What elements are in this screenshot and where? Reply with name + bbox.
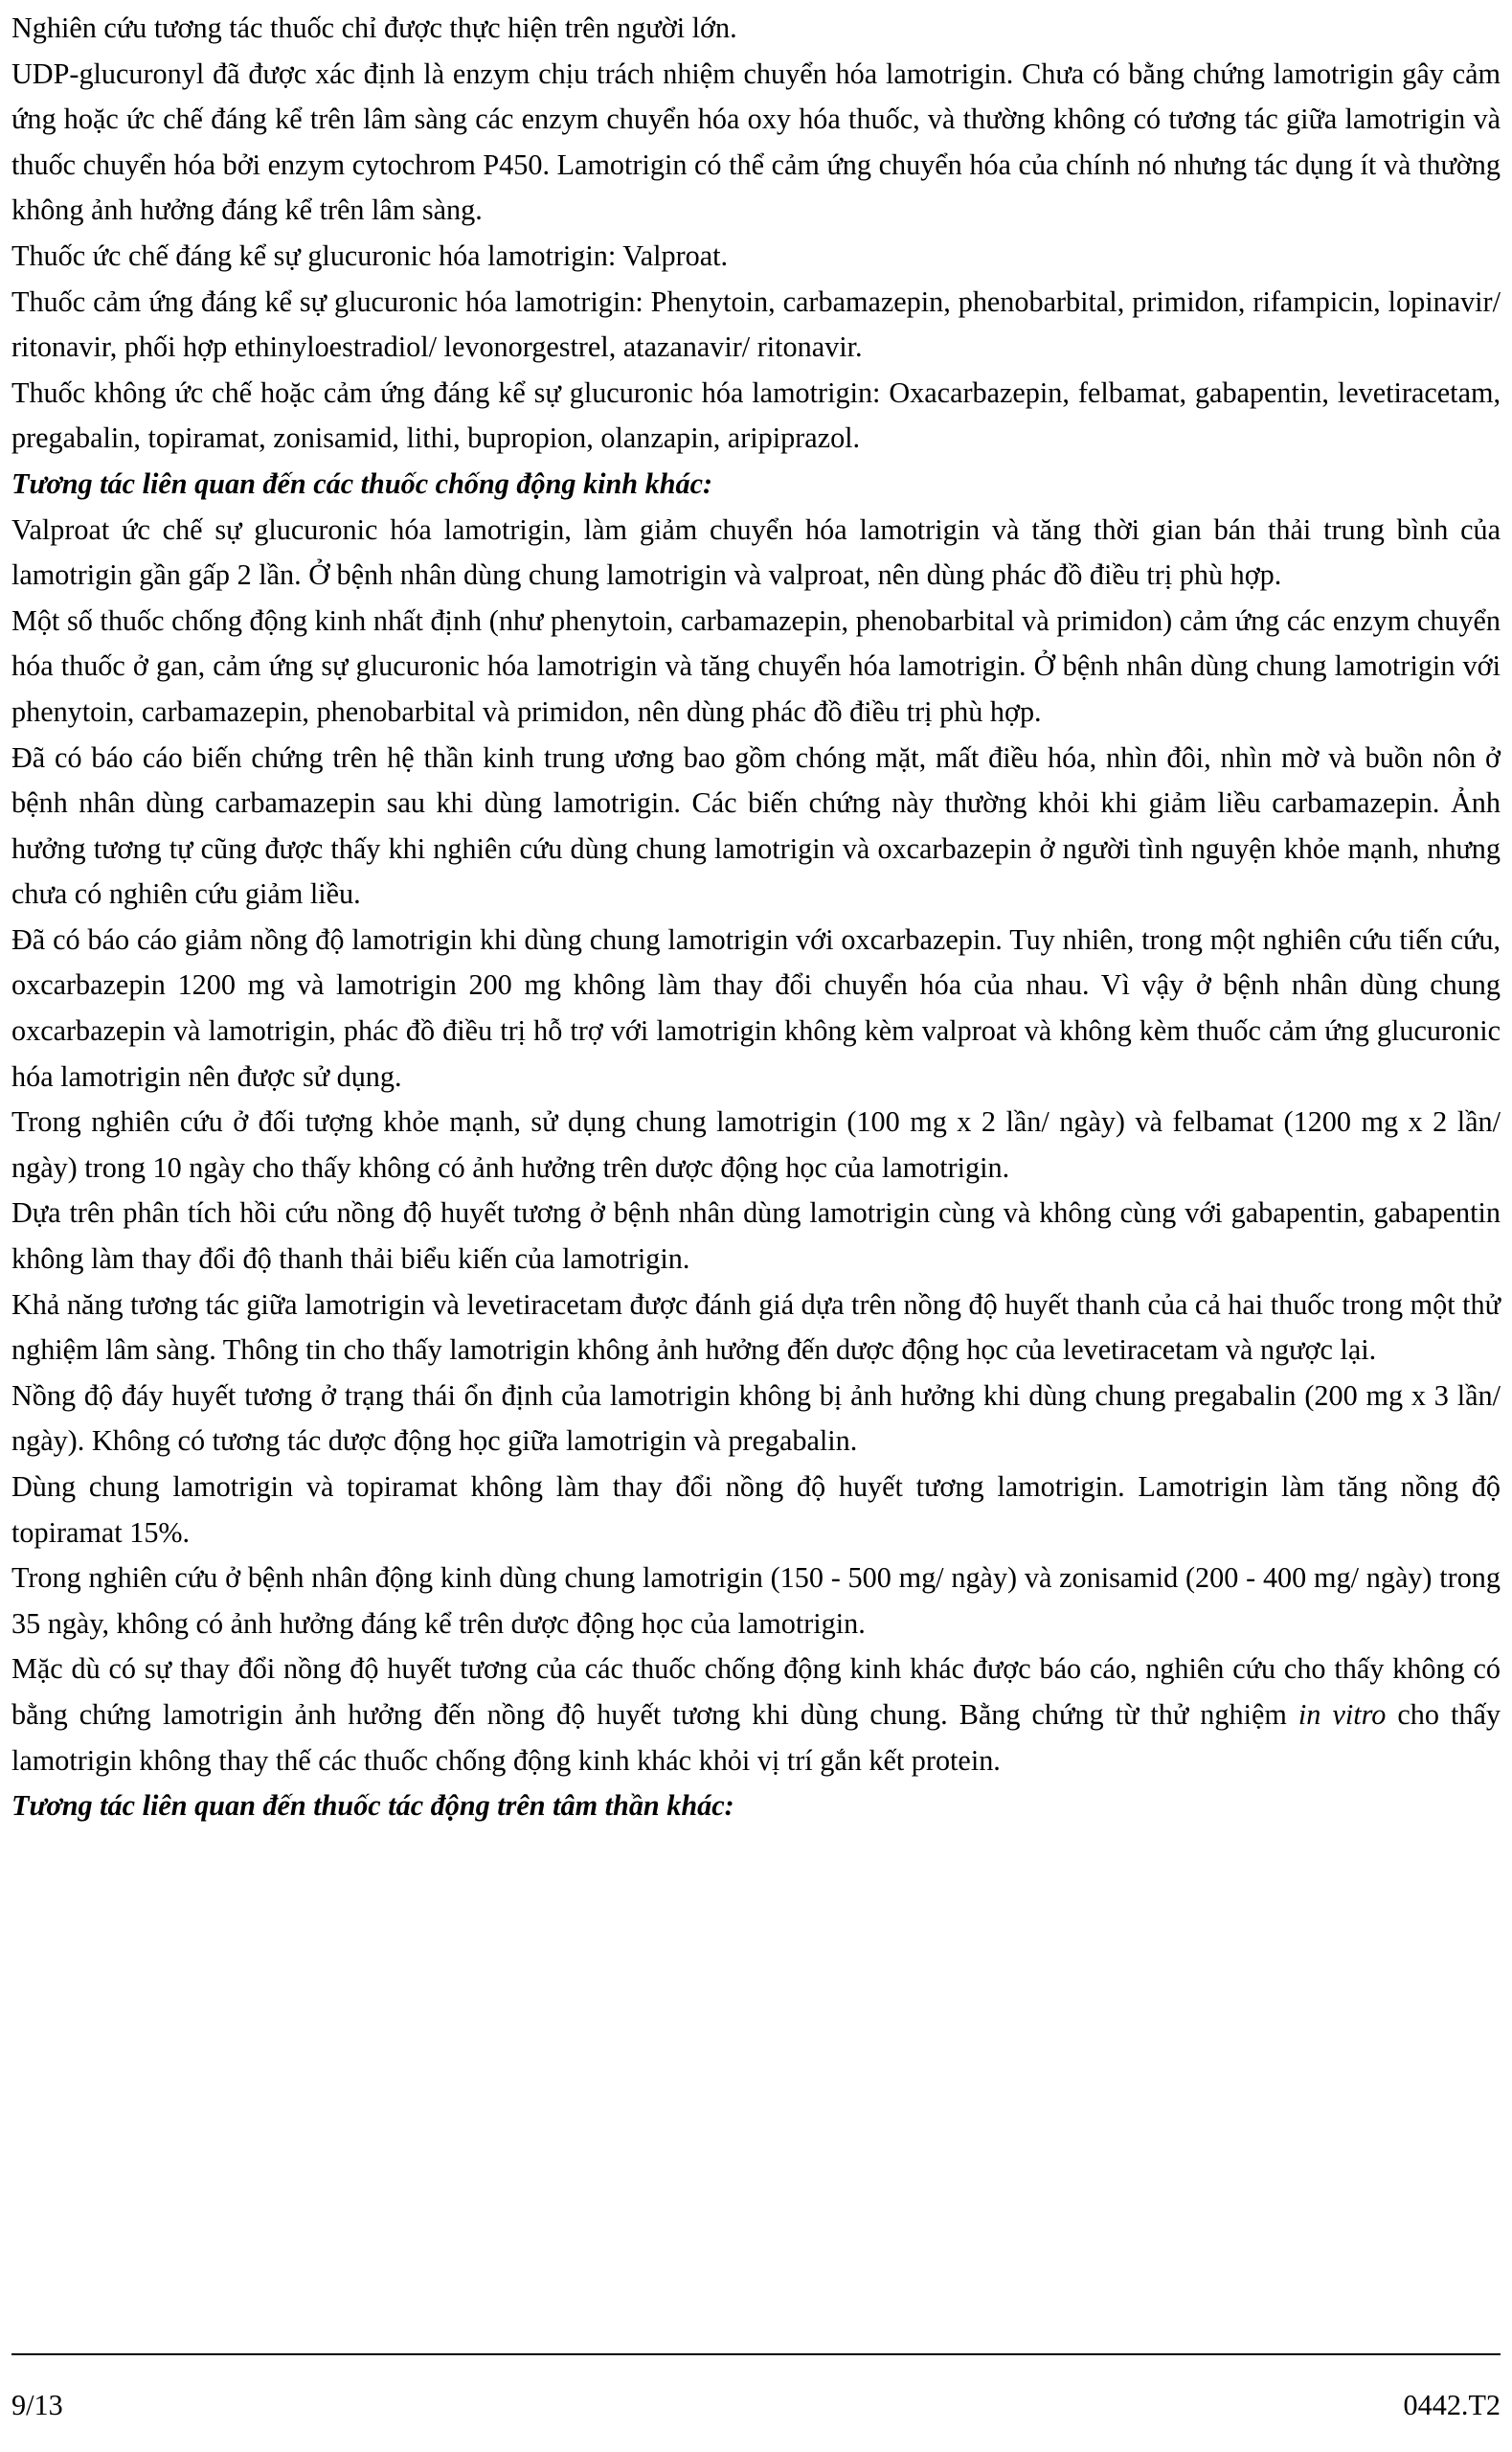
paragraph-levetiracetam: Khả năng tương tác giữa lamotrigin và levetiracetam được đánh giá dựa trên nồng độ huyết thanh của cả hai thuốc trong một thử nghiệm lâm sàng. Thông tin cho thấy lamotrigin không ảnh hưởng đến dược động học của levetiracetam và ngược lại. [11, 1287, 1501, 1367]
paragraph-protein-binding [11, 1646, 1501, 1783]
document-code: 0442.T2 [1403, 2389, 1501, 2421]
paragraph-valproat: Valproat ức chế sự glucuronic hóa lamotrigin, làm giảm chuyển hóa lamotrigin và tăng thời gian bán thải trung bình của lamotrigin gần gấp 2 lần. Ở bệnh nhân dùng chung lamotrigin và valproat, nên dùng phác đồ điều trị phù hợp. [11, 512, 1501, 592]
paragraph-inhibitors: Thuốc ức chế đáng kể sự glucuronic hóa lamotrigin: Valproat. [11, 238, 729, 272]
paragraph-pregabalin: Nồng độ đáy huyết tương ở trạng thái ổn định của lamotrigin không bị ảnh hưởng khi dùng chung pregabalin (200 mg x 3 lần/ ngày). Không có tương tác dược động học giữa lamotrigin và pregabalin. [11, 1378, 1501, 1458]
document-body [11, 6, 1501, 1829]
paragraph-inducers: Thuốc cảm ứng đáng kể sự glucuronic hóa lamotrigin: Phenytoin, carbamazepin, phenobarbital, primidon, rifampicin, lopinavir/ ritonavir, phối hợp ethinyloestradiol/ levonorgestrel, atazanavir/ ritonavir. [11, 284, 1501, 364]
paragraph-zonisamid: Trong nghiên cứu ở bệnh nhân động kinh dùng chung lamotrigin (150 - 500 mg/ ngày) và zonisamid (200 - 400 mg/ ngày) trong 35 ngày, không có ảnh hưởng đáng kể trên dược động học của lamotrigin. [11, 1561, 1501, 1640]
section-heading-antiepileptic: Tương tác liên quan đến các thuốc chống động kinh khác: [11, 466, 713, 500]
paragraph-gabapentin: Dựa trên phân tích hồi cứu nồng độ huyết tương ở bệnh nhân dùng lamotrigin cùng và không cùng với gabapentin, gabapentin không làm thay đổi độ thanh thải biểu kiến của lamotrigin. [11, 1196, 1501, 1276]
paragraph-cns-complications: Đã có báo cáo biến chứng trên hệ thần kinh trung ương bao gồm chóng mặt, mất điều hóa, nhìn đôi, nhìn mờ và buồn nôn ở bệnh nhân dùng carbamazepin sau khi dùng lamotrigin. Các biến chứng này thường khỏi khi giảm liều carbamazepin. Ảnh hưởng tương tự cũng được thấy khi nghiên cứu dùng chung lamotrigin và oxcarbazepin ở người tình nguyện khỏe mạnh, nhưng chưa có nghiên cứu giảm liều. [11, 740, 1501, 911]
paragraph-study-scope: Nghiên cứu tương tác thuốc chỉ được thực hiện trên người lớn. [11, 11, 737, 44]
paragraph-protein-binding-part-2: cho thấy lamotrigin không thay thế các thuốc chống động kinh khác khỏi vị trí gắn kết protein. [11, 1697, 1501, 1777]
footer-divider [11, 2353, 1501, 2355]
in-vitro-term: in vitro [1298, 1697, 1387, 1731]
section-heading-psychotropic: Tương tác liên quan đến thuốc tác động trên tâm thần khác: [11, 1789, 734, 1823]
paragraph-topiramat: Dùng chung lamotrigin và topiramat không làm thay đổi nồng độ huyết tương lamotrigin. Lamotrigin làm tăng nồng độ topiramat 15%. [11, 1470, 1501, 1549]
paragraph-oxcarbazepin: Đã có báo cáo giảm nồng độ lamotrigin khi dùng chung lamotrigin với oxcarbazepin. Tuy nhiên, trong một nghiên cứu tiến cứu, oxcarbazepin 1200 mg và lamotrigin 200 mg không làm thay đổi chuyển hóa của nhau. Vì vậy ở bệnh nhân dùng chung oxcarbazepin và lamotrigin, phác đồ điều trị hỗ trợ với lamotrigin không kèm valproat và không kèm thuốc cảm ứng glucuronic hóa lamotrigin nên được sử dụng. [11, 922, 1501, 1093]
page-number: 9/13 [11, 2389, 63, 2421]
paragraph-enzyme-inducers: Một số thuốc chống động kinh nhất định (như phenytoin, carbamazepin, phenobarbital và primidon) cảm ứng các enzym chuyển hóa thuốc ở gan, cảm ứng sự glucuronic hóa lamotrigin và tăng chuyển hóa lamotrigin. Ở bệnh nhân dùng chung lamotrigin với phenytoin, carbamazepin, phenobarbital và primidon, nên dùng phác đồ điều trị phù hợp. [11, 603, 1501, 728]
paragraph-non-interacting: Thuốc không ức chế hoặc cảm ứng đáng kể sự glucuronic hóa lamotrigin: Oxacarbazepin, felbamat, gabapentin, levetiracetam, pregabalin, topiramat, zonisamid, lithi, bupropion, olanzapin, aripiprazol. [11, 375, 1501, 455]
paragraph-udp-glucuronyl: UDP-glucuronyl đã được xác định là enzym chịu trách nhiệm chuyển hóa lamotrigin. Chưa có bằng chứng lamotrigin gây cảm ứng hoặc ức chế đáng kể trên lâm sàng các enzym chuyển hóa oxy hóa thuốc, và thường không có tương tác giữa lamotrigin và thuốc chuyển hóa bởi enzym cytochrom P450. Lamotrigin có thể cảm ứng chuyển hóa của chính nó nhưng tác dụng ít và thường không ảnh hưởng đáng kể trên lâm sàng. [11, 57, 1501, 227]
paragraph-protein-binding-part-1: Mặc dù có sự thay đổi nồng độ huyết tương của các thuốc chống động kinh khác được báo cáo, nghiên cứu cho thấy không có bằng chứng lamotrigin ảnh hưởng đến nồng độ huyết tương khi dùng chung. Bằng chứng từ thử nghiệm [11, 1652, 1501, 1731]
paragraph-felbamat: Trong nghiên cứu ở đối tượng khỏe mạnh, sử dụng chung lamotrigin (100 mg x 2 lần/ ngày) và felbamat (1200 mg x 2 lần/ ngày) trong 10 ngày cho thấy không có ảnh hưởng trên dược động học của lamotrigin. [11, 1105, 1501, 1184]
